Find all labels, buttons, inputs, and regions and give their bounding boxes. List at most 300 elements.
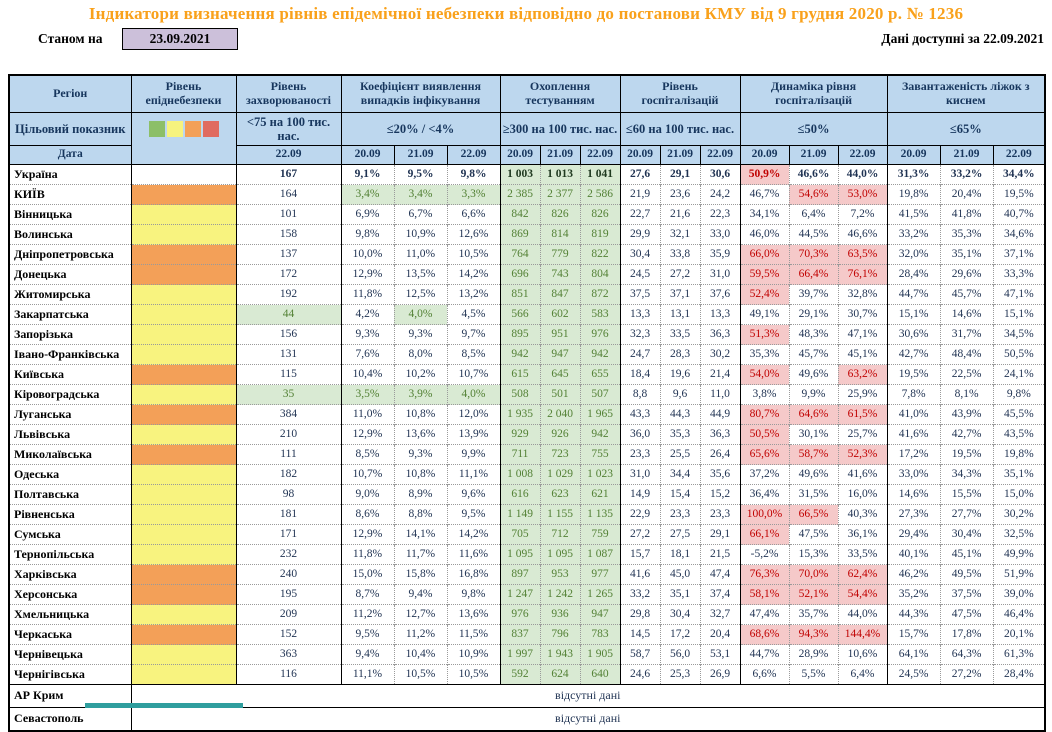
date-header: 20.09	[341, 146, 394, 165]
testing-cell: 705	[500, 525, 540, 545]
beds-cell: 35,3%	[940, 225, 993, 245]
detection-cell: 9,9%	[447, 445, 500, 465]
dynamics-cell: 45,7%	[789, 345, 838, 365]
detection-cell: 9,4%	[394, 585, 447, 605]
dynamics-cell: 54,4%	[838, 585, 887, 605]
testing-cell: 1 247	[500, 585, 540, 605]
hospitalization-cell: 26,4	[700, 445, 740, 465]
detection-cell: 12,5%	[394, 285, 447, 305]
danger-level-cell	[131, 305, 236, 325]
dynamics-cell: 51,3%	[740, 325, 789, 345]
incidence-cell: 101	[236, 205, 341, 225]
beds-cell: 35,2%	[887, 585, 940, 605]
testing-cell: 796	[540, 625, 580, 645]
danger-level-cell	[131, 285, 236, 305]
beds-cell: 20,4%	[940, 185, 993, 205]
hospitalization-cell: 13,3	[700, 305, 740, 325]
date-header: 21.09	[540, 146, 580, 165]
beds-cell: 15,7%	[887, 625, 940, 645]
beds-cell: 45,1%	[940, 545, 993, 565]
date-header: 20.09	[500, 146, 540, 165]
dynamics-cell: 39,7%	[789, 285, 838, 305]
dynamics-cell: 45,1%	[838, 345, 887, 365]
detection-cell: 3,9%	[394, 385, 447, 405]
beds-cell: 17,2%	[887, 445, 940, 465]
beds-cell: 24,1%	[993, 365, 1045, 385]
dynamics-cell: 68,6%	[740, 625, 789, 645]
testing-cell: 822	[580, 245, 620, 265]
testing-cell: 1 155	[540, 505, 580, 525]
hospitalization-cell: 31,0	[620, 465, 660, 485]
dynamics-cell: 25,7%	[838, 425, 887, 445]
testing-cell: 976	[500, 605, 540, 625]
testing-cell: 623	[540, 485, 580, 505]
as-of-date: 23.09.2021	[122, 28, 238, 50]
dynamics-cell: 46,6%	[789, 165, 838, 185]
detection-cell: 11,7%	[394, 545, 447, 565]
hospitalization-cell: 29,1	[700, 525, 740, 545]
hospitalization-cell: 44,9	[700, 405, 740, 425]
dynamics-cell: 36,4%	[740, 485, 789, 505]
detection-cell: 11,8%	[341, 285, 394, 305]
beds-cell: 35,1%	[940, 245, 993, 265]
beds-cell: 33,2%	[887, 225, 940, 245]
testing-cell: 743	[540, 265, 580, 285]
region-cell: Чернігівська	[9, 665, 131, 685]
beds-cell: 33,0%	[887, 465, 940, 485]
hospitalization-cell: 32,1	[660, 225, 700, 245]
beds-cell: 32,0%	[887, 245, 940, 265]
dynamics-cell: 6,6%	[740, 665, 789, 685]
testing-cell: 592	[500, 665, 540, 685]
region-cell: Донецька	[9, 265, 131, 285]
beds-cell: 42,7%	[940, 425, 993, 445]
hospitalization-cell: 53,1	[700, 645, 740, 665]
detection-cell: 9,8%	[447, 165, 500, 185]
dynamics-cell: 66,4%	[789, 265, 838, 285]
danger-level-cell	[131, 205, 236, 225]
testing-cell: 2 377	[540, 185, 580, 205]
dynamics-cell: 31,5%	[789, 485, 838, 505]
region-cell: Львівська	[9, 425, 131, 445]
hospitalization-cell: 35,9	[700, 245, 740, 265]
danger-level-cell	[131, 405, 236, 425]
dynamics-cell: 34,1%	[740, 205, 789, 225]
hospitalization-cell: 18,4	[620, 365, 660, 385]
beds-cell: 28,4%	[887, 265, 940, 285]
incidence-cell: 209	[236, 605, 341, 625]
hospitalization-cell: 41,6	[620, 565, 660, 585]
incidence-cell: 363	[236, 645, 341, 665]
beds-cell: 22,5%	[940, 365, 993, 385]
detection-cell: 9,8%	[341, 225, 394, 245]
detection-cell: 11,0%	[394, 245, 447, 265]
incidence-cell: 98	[236, 485, 341, 505]
dynamics-cell: 10,6%	[838, 645, 887, 665]
dynamics-cell: 65,6%	[740, 445, 789, 465]
detection-cell: 10,4%	[341, 365, 394, 385]
incidence-cell: 115	[236, 365, 341, 385]
detection-cell: 11,1%	[447, 465, 500, 485]
date-header: 20.09	[887, 146, 940, 165]
danger-level-cell	[131, 445, 236, 465]
dynamics-cell: 41,6%	[838, 465, 887, 485]
beds-cell: 49,5%	[940, 565, 993, 585]
region-cell: Херсонська	[9, 585, 131, 605]
beds-cell: 19,5%	[940, 445, 993, 465]
testing-cell: 826	[580, 205, 620, 225]
hospitalization-cell: 11,0	[700, 385, 740, 405]
region-cell: Кіровоградська	[9, 385, 131, 405]
detection-cell: 14,2%	[447, 525, 500, 545]
danger-level-cell	[131, 605, 236, 625]
data-available-label	[881, 31, 1044, 47]
group-header-0: Рівень епіднебезпеки	[131, 75, 236, 113]
hospitalization-cell: 22,3	[700, 205, 740, 225]
group-header-3: Охоплення тестуванням	[500, 75, 620, 113]
testing-cell: 814	[540, 225, 580, 245]
testing-cell: 712	[540, 525, 580, 545]
region-cell: Закарпатська	[9, 305, 131, 325]
hospitalization-cell: 35,3	[660, 425, 700, 445]
testing-cell: 1 008	[500, 465, 540, 485]
beds-cell: 34,5%	[993, 325, 1045, 345]
page-title: Індикатори визначення рівнів епідемічної небезпеки відповідно до постанови КМУ від 9 грудня 2020 р. № 1236	[88, 4, 964, 23]
detection-cell: 9,0%	[341, 485, 394, 505]
danger-level-cell	[131, 585, 236, 605]
detection-cell: 12,6%	[447, 225, 500, 245]
testing-cell: 926	[540, 425, 580, 445]
detection-cell: 6,6%	[447, 205, 500, 225]
beds-cell: 14,6%	[940, 305, 993, 325]
testing-cell: 897	[500, 565, 540, 585]
region-cell: Миколаївська	[9, 445, 131, 465]
detection-cell: 14,1%	[394, 525, 447, 545]
incidence-cell: 164	[236, 185, 341, 205]
testing-cell: 783	[580, 625, 620, 645]
hospitalization-cell: 58,7	[620, 645, 660, 665]
danger-level-cell	[131, 265, 236, 285]
testing-cell: 847	[540, 285, 580, 305]
incidence-cell: 158	[236, 225, 341, 245]
testing-cell: 953	[540, 565, 580, 585]
testing-cell: 723	[540, 445, 580, 465]
date-header: 21.09	[789, 146, 838, 165]
indicators-table	[8, 74, 1046, 732]
beds-cell: 40,7%	[993, 205, 1045, 225]
hospitalization-cell: 24,7	[620, 345, 660, 365]
incidence-cell: 210	[236, 425, 341, 445]
incidence-cell: 192	[236, 285, 341, 305]
testing-cell: 508	[500, 385, 540, 405]
beds-cell: 7,8%	[887, 385, 940, 405]
detection-cell: 11,6%	[447, 545, 500, 565]
testing-cell: 929	[500, 425, 540, 445]
testing-cell: 851	[500, 285, 540, 305]
dynamics-cell: 16,0%	[838, 485, 887, 505]
testing-cell: 1 242	[540, 585, 580, 605]
hospitalization-cell: 8,8	[620, 385, 660, 405]
dynamics-cell: -5,2%	[740, 545, 789, 565]
testing-cell: 621	[580, 485, 620, 505]
hospitalization-cell: 29,9	[620, 225, 660, 245]
testing-cell: 1 013	[540, 165, 580, 185]
hospitalization-cell: 21,6	[660, 205, 700, 225]
dynamics-cell: 29,1%	[789, 305, 838, 325]
hospitalization-cell: 26,9	[700, 665, 740, 685]
detection-cell: 9,7%	[447, 325, 500, 345]
testing-cell: 947	[580, 605, 620, 625]
testing-cell: 1 095	[500, 545, 540, 565]
hospitalization-cell: 14,9	[620, 485, 660, 505]
detection-cell: 3,3%	[447, 185, 500, 205]
beds-cell: 64,1%	[887, 645, 940, 665]
region-cell: АР Крим	[9, 685, 131, 708]
detection-cell: 12,9%	[341, 525, 394, 545]
group-header-1: Рівень захворюваності	[236, 75, 341, 113]
incidence-cell: 171	[236, 525, 341, 545]
region-cell: Україна	[9, 165, 131, 185]
testing-cell: 764	[500, 245, 540, 265]
dynamics-cell: 100,0%	[740, 505, 789, 525]
testing-cell: 977	[580, 565, 620, 585]
dynamics-cell: 59,5%	[740, 265, 789, 285]
hospitalization-cell: 33,2	[620, 585, 660, 605]
testing-cell: 819	[580, 225, 620, 245]
testing-cell: 942	[500, 345, 540, 365]
detection-cell: 11,8%	[341, 545, 394, 565]
beds-cell: 61,3%	[993, 645, 1045, 665]
dynamics-cell: 58,1%	[740, 585, 789, 605]
danger-level-cell	[131, 525, 236, 545]
beds-cell: 41,5%	[887, 205, 940, 225]
beds-cell: 41,8%	[940, 205, 993, 225]
testing-cell: 942	[580, 425, 620, 445]
legend-red-square	[203, 121, 219, 137]
dynamics-cell: 5,5%	[789, 665, 838, 685]
region-cell: КИЇВ	[9, 185, 131, 205]
date-header: 21.09	[394, 146, 447, 165]
detection-cell: 10,8%	[394, 465, 447, 485]
date-header: 22.09	[838, 146, 887, 165]
detection-cell: 13,5%	[394, 265, 447, 285]
detection-cell: 9,5%	[447, 505, 500, 525]
dynamics-cell: 58,7%	[789, 445, 838, 465]
dynamics-cell: 47,1%	[838, 325, 887, 345]
incidence-cell: 384	[236, 405, 341, 425]
beds-cell: 19,8%	[887, 185, 940, 205]
hospitalization-cell: 13,3	[620, 305, 660, 325]
target-value-4: ≤60 на 100 тис. нас.	[620, 113, 740, 146]
beds-cell: 44,7%	[887, 285, 940, 305]
testing-cell: 755	[580, 445, 620, 465]
detection-cell: 10,4%	[394, 645, 447, 665]
hospitalization-cell: 37,5	[620, 285, 660, 305]
danger-level-cell	[131, 345, 236, 365]
detection-cell: 4,0%	[447, 385, 500, 405]
detection-cell: 8,5%	[341, 445, 394, 465]
hospitalization-cell: 31,0	[700, 265, 740, 285]
date-header: 22.09	[700, 146, 740, 165]
testing-cell: 1 943	[540, 645, 580, 665]
region-cell: Київська	[9, 365, 131, 385]
hospitalization-cell: 24,6	[620, 665, 660, 685]
testing-cell: 602	[540, 305, 580, 325]
region-cell: Житомирська	[9, 285, 131, 305]
data-available-text: Дані доступні за	[881, 31, 980, 46]
date-header: 20.09	[620, 146, 660, 165]
danger-level-cell	[131, 465, 236, 485]
danger-level-cell	[131, 225, 236, 245]
dynamics-cell: 15,3%	[789, 545, 838, 565]
testing-cell: 872	[580, 285, 620, 305]
detection-cell: 11,5%	[447, 625, 500, 645]
group-header-6: Завантаженість ліжок з киснем	[887, 75, 1045, 113]
dynamics-cell: 50,9%	[740, 165, 789, 185]
danger-level-cell	[131, 365, 236, 385]
beds-cell: 33,2%	[940, 165, 993, 185]
beds-cell: 27,2%	[940, 665, 993, 685]
beds-cell: 30,2%	[993, 505, 1045, 525]
dynamics-cell: 144,4%	[838, 625, 887, 645]
beds-cell: 19,8%	[993, 445, 1045, 465]
dynamics-cell: 44,0%	[838, 605, 887, 625]
hospitalization-cell: 15,7	[620, 545, 660, 565]
detection-cell: 9,3%	[394, 325, 447, 345]
dynamics-cell: 36,1%	[838, 525, 887, 545]
detection-cell: 15,8%	[394, 565, 447, 585]
dynamics-cell: 52,1%	[789, 585, 838, 605]
testing-cell: 2 385	[500, 185, 540, 205]
dynamics-cell: 37,2%	[740, 465, 789, 485]
beds-cell: 31,3%	[887, 165, 940, 185]
hospitalization-cell: 27,5	[660, 525, 700, 545]
danger-level-cell	[131, 185, 236, 205]
dynamics-cell: 76,1%	[838, 265, 887, 285]
beds-cell: 28,4%	[993, 665, 1045, 685]
dynamics-cell: 66,0%	[740, 245, 789, 265]
hospitalization-cell: 15,2	[700, 485, 740, 505]
detection-cell: 4,2%	[341, 305, 394, 325]
testing-cell: 1 041	[580, 165, 620, 185]
region-cell: Дніпропетровська	[9, 245, 131, 265]
beds-cell: 40,1%	[887, 545, 940, 565]
region-column-header: Регіон	[9, 75, 131, 113]
beds-cell: 33,3%	[993, 265, 1045, 285]
region-cell: Черкаська	[9, 625, 131, 645]
detection-cell: 11,2%	[394, 625, 447, 645]
testing-cell: 645	[540, 365, 580, 385]
no-data-cell: відсутні дані	[131, 685, 1045, 708]
detection-cell: 9,6%	[447, 485, 500, 505]
danger-level-cell	[131, 565, 236, 585]
beds-cell: 31,7%	[940, 325, 993, 345]
testing-cell: 942	[580, 345, 620, 365]
hospitalization-cell: 33,8	[660, 245, 700, 265]
detection-cell: 10,9%	[394, 225, 447, 245]
legend-green-square	[149, 121, 165, 137]
testing-cell: 976	[580, 325, 620, 345]
detection-cell: 14,2%	[447, 265, 500, 285]
dynamics-cell: 35,7%	[789, 605, 838, 625]
hospitalization-cell: 21,4	[700, 365, 740, 385]
incidence-cell: 232	[236, 545, 341, 565]
hospitalization-cell: 24,5	[620, 265, 660, 285]
hospitalization-cell: 37,1	[660, 285, 700, 305]
beds-cell: 15,0%	[993, 485, 1045, 505]
dynamics-cell: 32,8%	[838, 285, 887, 305]
testing-cell: 869	[500, 225, 540, 245]
beds-cell: 45,5%	[993, 405, 1045, 425]
beds-cell: 15,1%	[993, 305, 1045, 325]
beds-cell: 15,5%	[940, 485, 993, 505]
testing-cell: 507	[580, 385, 620, 405]
hospitalization-cell: 29,1	[660, 165, 700, 185]
dynamics-cell: 30,1%	[789, 425, 838, 445]
hospitalization-cell: 27,6	[620, 165, 660, 185]
beds-cell: 46,4%	[993, 605, 1045, 625]
detection-cell: 9,5%	[341, 625, 394, 645]
testing-cell: 951	[540, 325, 580, 345]
dynamics-cell: 52,4%	[740, 285, 789, 305]
subheader	[0, 28, 1052, 50]
dynamics-cell: 62,4%	[838, 565, 887, 585]
incidence-cell: 240	[236, 565, 341, 585]
dynamics-cell: 9,9%	[789, 385, 838, 405]
detection-cell: 15,0%	[341, 565, 394, 585]
beds-cell: 42,7%	[887, 345, 940, 365]
beds-cell: 64,3%	[940, 645, 993, 665]
hospitalization-cell: 23,3	[700, 505, 740, 525]
region-cell: Луганська	[9, 405, 131, 425]
testing-cell: 826	[540, 205, 580, 225]
detection-cell: 8,9%	[394, 485, 447, 505]
incidence-cell: 44	[236, 305, 341, 325]
region-cell: Рівненська	[9, 505, 131, 525]
detection-cell: 10,0%	[341, 245, 394, 265]
hospitalization-cell: 30,2	[700, 345, 740, 365]
beds-cell: 30,4%	[940, 525, 993, 545]
dynamics-cell: 52,3%	[838, 445, 887, 465]
detection-cell: 9,3%	[341, 325, 394, 345]
detection-cell: 6,7%	[394, 205, 447, 225]
beds-cell: 27,7%	[940, 505, 993, 525]
testing-cell: 2 040	[540, 405, 580, 425]
testing-cell: 1 087	[580, 545, 620, 565]
detection-cell: 9,5%	[394, 165, 447, 185]
region-cell: Одеська	[9, 465, 131, 485]
beds-cell: 50,5%	[993, 345, 1045, 365]
dynamics-cell: 28,9%	[789, 645, 838, 665]
detection-cell: 9,4%	[341, 645, 394, 665]
testing-cell: 1 135	[580, 505, 620, 525]
dynamics-cell: 70,0%	[789, 565, 838, 585]
danger-level-cell	[131, 485, 236, 505]
testing-cell: 1 965	[580, 405, 620, 425]
beds-cell: 44,3%	[887, 605, 940, 625]
testing-cell: 759	[580, 525, 620, 545]
beds-cell: 51,9%	[993, 565, 1045, 585]
incidence-cell: 111	[236, 445, 341, 465]
detection-cell: 6,9%	[341, 205, 394, 225]
beds-cell: 49,9%	[993, 545, 1045, 565]
hospitalization-cell: 22,7	[620, 205, 660, 225]
hospitalization-cell: 15,4	[660, 485, 700, 505]
hospitalization-cell: 35,1	[660, 585, 700, 605]
detection-cell: 11,2%	[341, 605, 394, 625]
hospitalization-cell: 21,5	[700, 545, 740, 565]
beds-cell: 39,0%	[993, 585, 1045, 605]
